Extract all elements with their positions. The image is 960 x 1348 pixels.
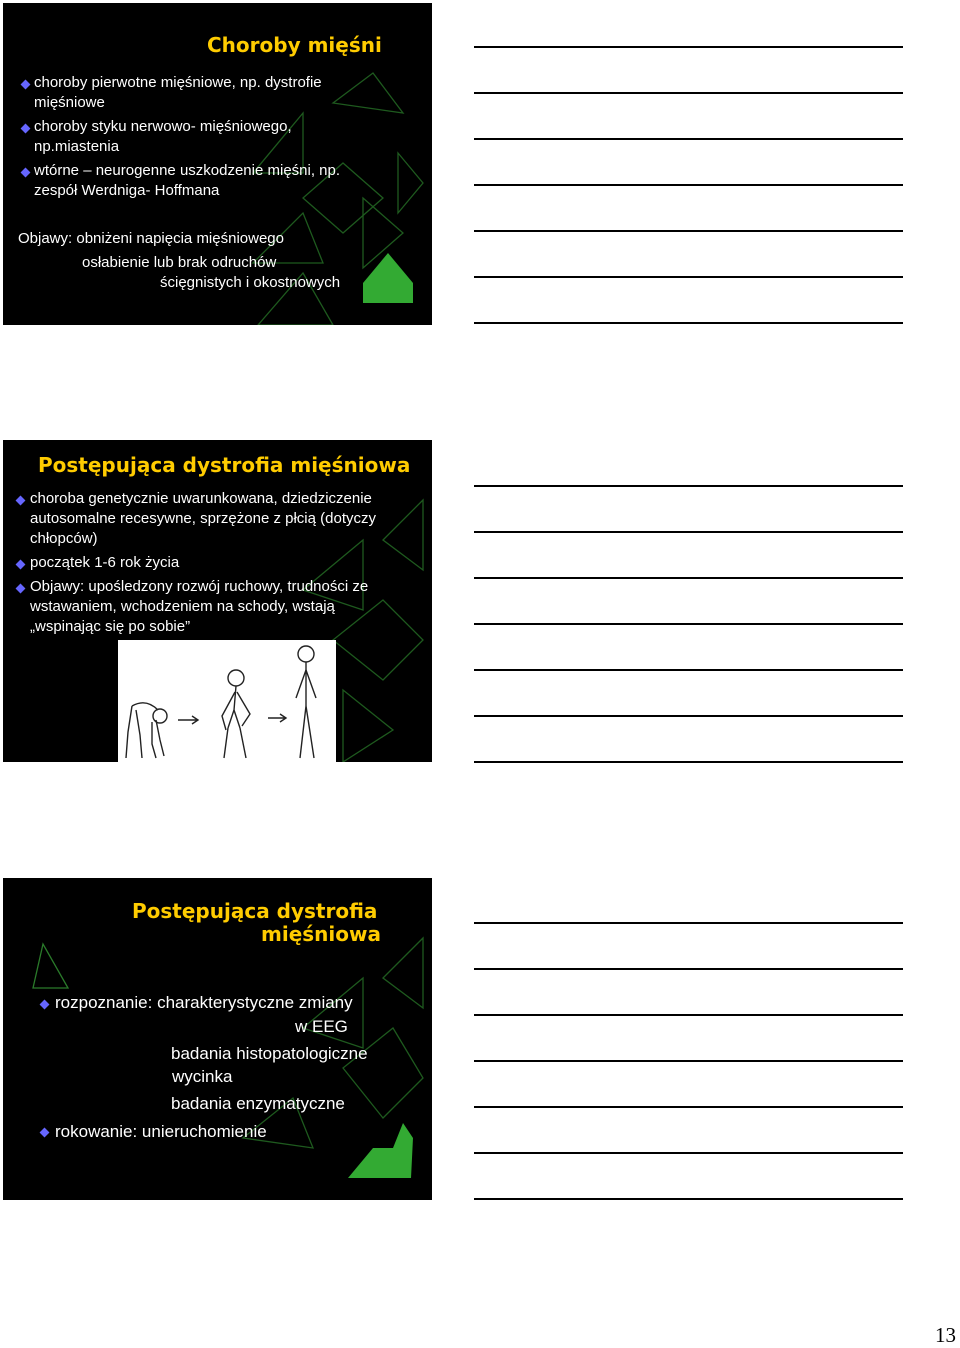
note-line — [474, 184, 903, 186]
figure-drawing — [118, 640, 336, 762]
note-line — [474, 46, 903, 48]
bullet-text: wstawaniem, wchodzeniem na schody, wstają — [30, 598, 335, 615]
note-line — [474, 1198, 903, 1200]
bullet-text: wtórne – neurogenne uszkodzenie mięśni, np. — [34, 162, 341, 179]
symptoms-text: osłabienie lub brak odruchów — [82, 254, 277, 271]
diagnosis-text: wycinka — [172, 1067, 233, 1086]
note-line — [474, 922, 903, 924]
diagnosis-text: badania enzymatyczne — [171, 1094, 345, 1113]
symptoms-text: ścięgnistych i okostnowych — [160, 274, 341, 291]
note-line — [474, 968, 903, 970]
note-line — [474, 138, 903, 140]
note-line — [474, 715, 903, 717]
slide-postepujaca-dystrofia — [3, 440, 432, 762]
bullet-text: Objawy: upośledzony rozwój ruchowy, trudności ze — [30, 578, 369, 595]
diagnosis-text: w EEG — [295, 1017, 348, 1036]
note-line — [474, 761, 903, 763]
bullet-text: mięśniowe — [34, 94, 105, 111]
bullet-text: choroby pierwotne mięśniowe, np. dystrofie — [34, 74, 322, 91]
bullet-text: „wspinając się po sobie” — [30, 618, 191, 635]
bullet-text: np.miastenia — [34, 138, 120, 155]
note-line — [474, 322, 903, 324]
note-line — [474, 276, 903, 278]
note-line — [474, 485, 903, 487]
note-line — [474, 230, 903, 232]
note-line — [474, 531, 903, 533]
note-line — [474, 1060, 903, 1062]
bullet-text: zespół Werdniga- Hoffmana — [34, 182, 220, 199]
bullet-text: choroby styku nerwowo- mięśniowego, — [34, 118, 292, 135]
note-line — [474, 577, 903, 579]
page-number: 13 — [935, 1323, 956, 1347]
note-line — [474, 669, 903, 671]
slide-title: mięśniowa — [261, 922, 381, 946]
symptoms-text: Objawy: obniżeni napięcia mięśniowego — [18, 230, 284, 247]
slide-title: Postępująca dystrofia mięśniowa — [38, 453, 411, 477]
note-line — [474, 1106, 903, 1108]
note-line — [474, 1014, 903, 1016]
note-line — [474, 1152, 903, 1154]
bullet-text: chłopców) — [30, 530, 98, 547]
note-line — [474, 623, 903, 625]
gowers-sign-illustration — [118, 640, 336, 762]
bullet-text: choroba genetycznie uwarunkowana, dziedziczenie — [30, 490, 372, 507]
green-house-icon — [363, 253, 413, 303]
slide-rozpoznanie — [3, 878, 432, 1200]
slide-title: Postępująca dystrofia — [132, 899, 378, 923]
bullet-text: początek 1-6 rok życia — [30, 554, 180, 571]
note-line — [474, 92, 903, 94]
green-figure-icon — [348, 1123, 413, 1178]
prognosis-text: rokowanie: unieruchomienie — [55, 1122, 267, 1141]
slide-choroby-miesni — [3, 3, 432, 325]
slide-title: Choroby mięśni — [207, 33, 382, 57]
bullet-text: autosomalne recesywne, sprzężone z płcią (dotyczy — [30, 510, 376, 527]
diagnosis-text: badania histopatologiczne — [171, 1044, 368, 1063]
diagnosis-text: rozpoznanie: charakterystyczne zmiany — [55, 993, 353, 1012]
